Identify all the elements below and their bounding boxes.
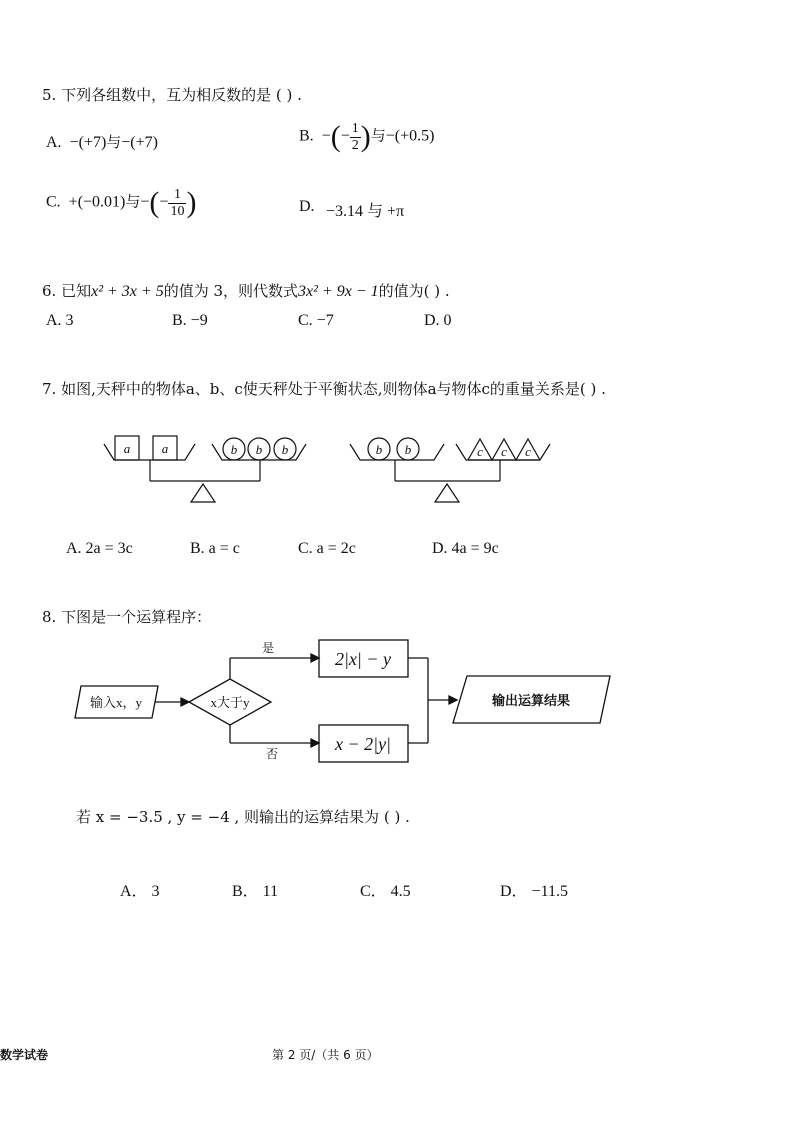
q6-option-c: C. −7: [298, 312, 334, 329]
q7-option-b: B. a = c: [190, 540, 240, 557]
label-b-4: b: [375, 442, 383, 457]
flow-output-label: 输出运算结果: [491, 693, 571, 708]
flow-no-formula: x − 2|y|: [334, 734, 392, 754]
balance-diagram: [0, 420, 794, 510]
q7-option-c: C. a = 2c: [298, 540, 356, 557]
q8-question: 若 x = −3.5 , y = −4 , 则输出的运算结果为 ( ) .: [76, 808, 410, 826]
q8-option-b: B． 11: [232, 883, 279, 900]
label-a-1: a: [123, 441, 131, 456]
label-b-2: b: [255, 442, 263, 457]
q8-option-d: D． −11.5: [500, 883, 568, 900]
q5-option-d-text: −3.14 与 +π: [326, 203, 405, 220]
label-c-2: c: [501, 444, 507, 459]
q7-stem: 7. 如图,天秤中的物体a、b、c使天秤处于平衡状态,则物体a与物体c的重量关系是( ) .: [42, 380, 606, 398]
q7-option-a: A. 2a = 3c: [66, 540, 133, 557]
q8-stem: 8. 下图是一个运算程序：: [42, 608, 212, 626]
label-b-1: b: [230, 442, 238, 457]
flow-decision-label: x大于y: [210, 695, 250, 710]
flow-no-label: 否: [265, 747, 279, 761]
balance1-fulcrum: [191, 484, 215, 502]
flowchart: [0, 630, 794, 770]
footer-subject: 数学试卷: [0, 1048, 49, 1062]
label-c-3: c: [525, 444, 531, 459]
flow-input-label: 输入x，y: [89, 695, 143, 710]
q6-stem: 6. 已知x² + 3x + 5的值为 3，则代数式3x² + 9x − 1的值为( ) .: [42, 282, 450, 300]
q8-option-a: A． 3: [120, 883, 160, 900]
q7-option-d: D. 4a = 9c: [432, 540, 499, 557]
q6-option-b: B. −9: [172, 312, 208, 329]
flow-yes-formula: 2|x| − y: [334, 649, 392, 669]
label-a-2: a: [161, 441, 169, 456]
flow-yes-label: 是: [261, 641, 275, 655]
label-c-1: c: [477, 444, 483, 459]
q5-option-b: B. −(− $\frac{1}{2}$ )与−(+0.5): [299, 120, 435, 153]
footer-page-number: 第 2 页/（共 6 页）: [272, 1048, 379, 1062]
q5-option-c: C. +(−0.01)与−(− $\frac{1}{10}$ ): [46, 186, 197, 219]
balance2-fulcrum: [435, 484, 459, 502]
q5-option-a: A. −(+7)与−(+7): [46, 134, 158, 151]
balance1-left-pan: [104, 444, 195, 460]
q5-option-d: D.: [299, 198, 315, 215]
q8-option-c: C． 4.5: [360, 883, 411, 900]
q6-option-d: D. 0: [424, 312, 452, 329]
q5-stem: 5. 下列各组数中，互为相反数的是 ( ) .: [42, 86, 302, 104]
label-b-5: b: [404, 442, 412, 457]
q6-option-a: A. 3: [46, 312, 74, 329]
label-b-3: b: [281, 442, 289, 457]
